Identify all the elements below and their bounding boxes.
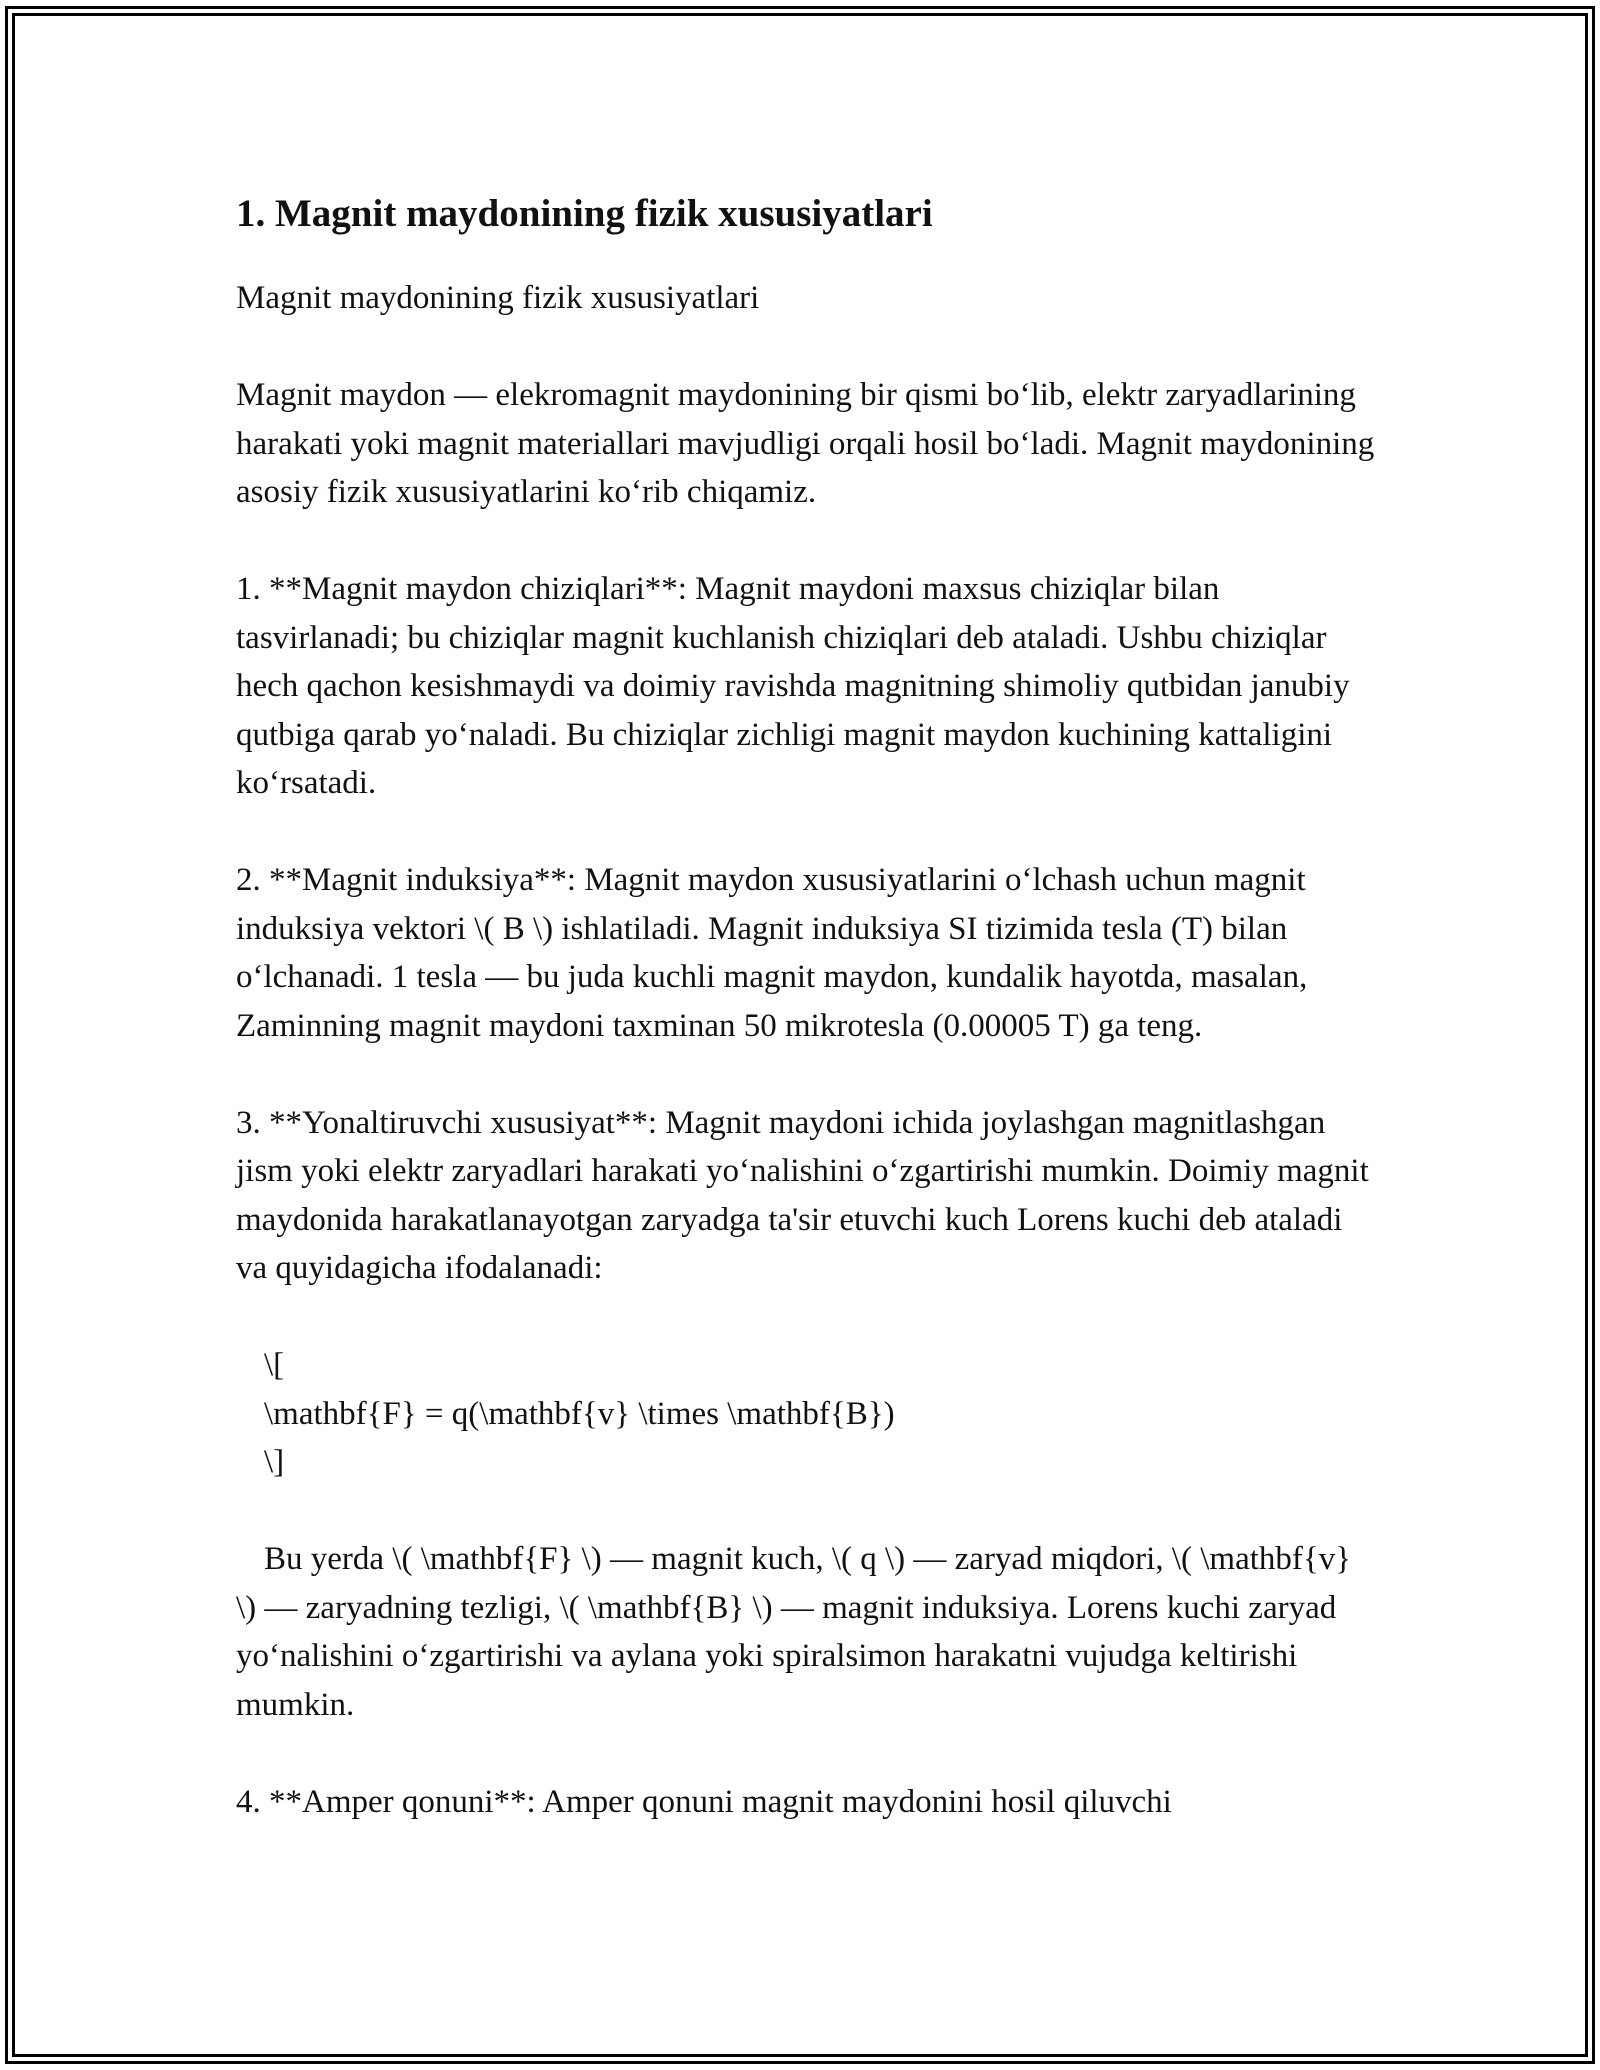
intro-paragraph: Magnit maydon — elekromagnit maydonining bir qismi bo‘lib, elektr zaryadlarining harakati yoki magnit materiallari mavjudligi orqali hosil bo‘ladi. Magnit maydonining asosiy fizik xususiyatlarini ko‘rib chiqamiz. [236, 377, 1375, 510]
item-directing-property: 3. **Yonaltiruvchi xususiyat**: Magnit maydoni ichida joylashgan magnitlashgan jism yoki elektr zaryadlari harakati yo‘nalishini o‘zgartirishi mumkin. Doimiy magnit maydonida harakatlanayotgan zaryadga ta'sir etuvchi kuch Lorens kuchi deb ataladi va quyidagicha ifodalanadi: [236, 1104, 1369, 1286]
formula-explanation: Bu yerda \( \mathbf{F} \) — magnit kuch, \( q \) — zaryad miqdori, \( \mathbf{v} \) — zaryadning tezligi, \( \mathbf{B} \) — magnit induksiya. Lorens kuchi zaryad yo‘nalishini o‘zgartirishi va aylana yoki spiralsimon harakatni vujudga keltirishi mumkin. [236, 1541, 1352, 1723]
lorentz-formula [264, 1341, 1376, 1487]
item-magnetic-induction: 2. **Magnit induksiya**: Magnit maydon xususiyatlarini o‘lchash uchun magnit induksiya vektori \( B \) ishlatiladi. Magnit induksiya SI tizimida tesla (T) bilan o‘lchanadi. 1 tesla — bu juda kuchli magnit maydon, kundalik hayotda, masalan, Zaminning magnit maydoni taxminan 50 mikrotesla (0.00005 T) ga teng. [236, 862, 1308, 1044]
section-heading: 1. Magnit maydonining fizik xususiyatlari [236, 192, 933, 235]
document-body [236, 186, 1376, 1875]
item-ampere-law: 4. **Amper qonuni**: Amper qonuni magnit maydonini hosil qiluvchi [236, 1783, 1172, 1820]
formula-close: \] [264, 1444, 285, 1480]
formula-body: \mathbf{F} = q(\mathbf{v} \times \mathbf{B}) [264, 1395, 895, 1432]
subtitle: Magnit maydonining fizik xususiyatlari [236, 280, 760, 316]
formula-open: \[ [264, 1347, 285, 1383]
item-field-lines: 1. **Magnit maydon chiziqlari**: Magnit maydoni maxsus chiziqlar bilan tasvirlanadi; bu chiziqlar magnit kuchlanish chiziqlari deb ataladi. Ushbu chiziqlar hech qachon kesishmaydi va doimiy ravishda magnitning shimoliy qutbidan janubiy qutbiga qarab yo‘naladi. Bu chiziqlar zichligi magnit maydon kuchining kattaligini ko‘rsatadi. [236, 571, 1350, 801]
